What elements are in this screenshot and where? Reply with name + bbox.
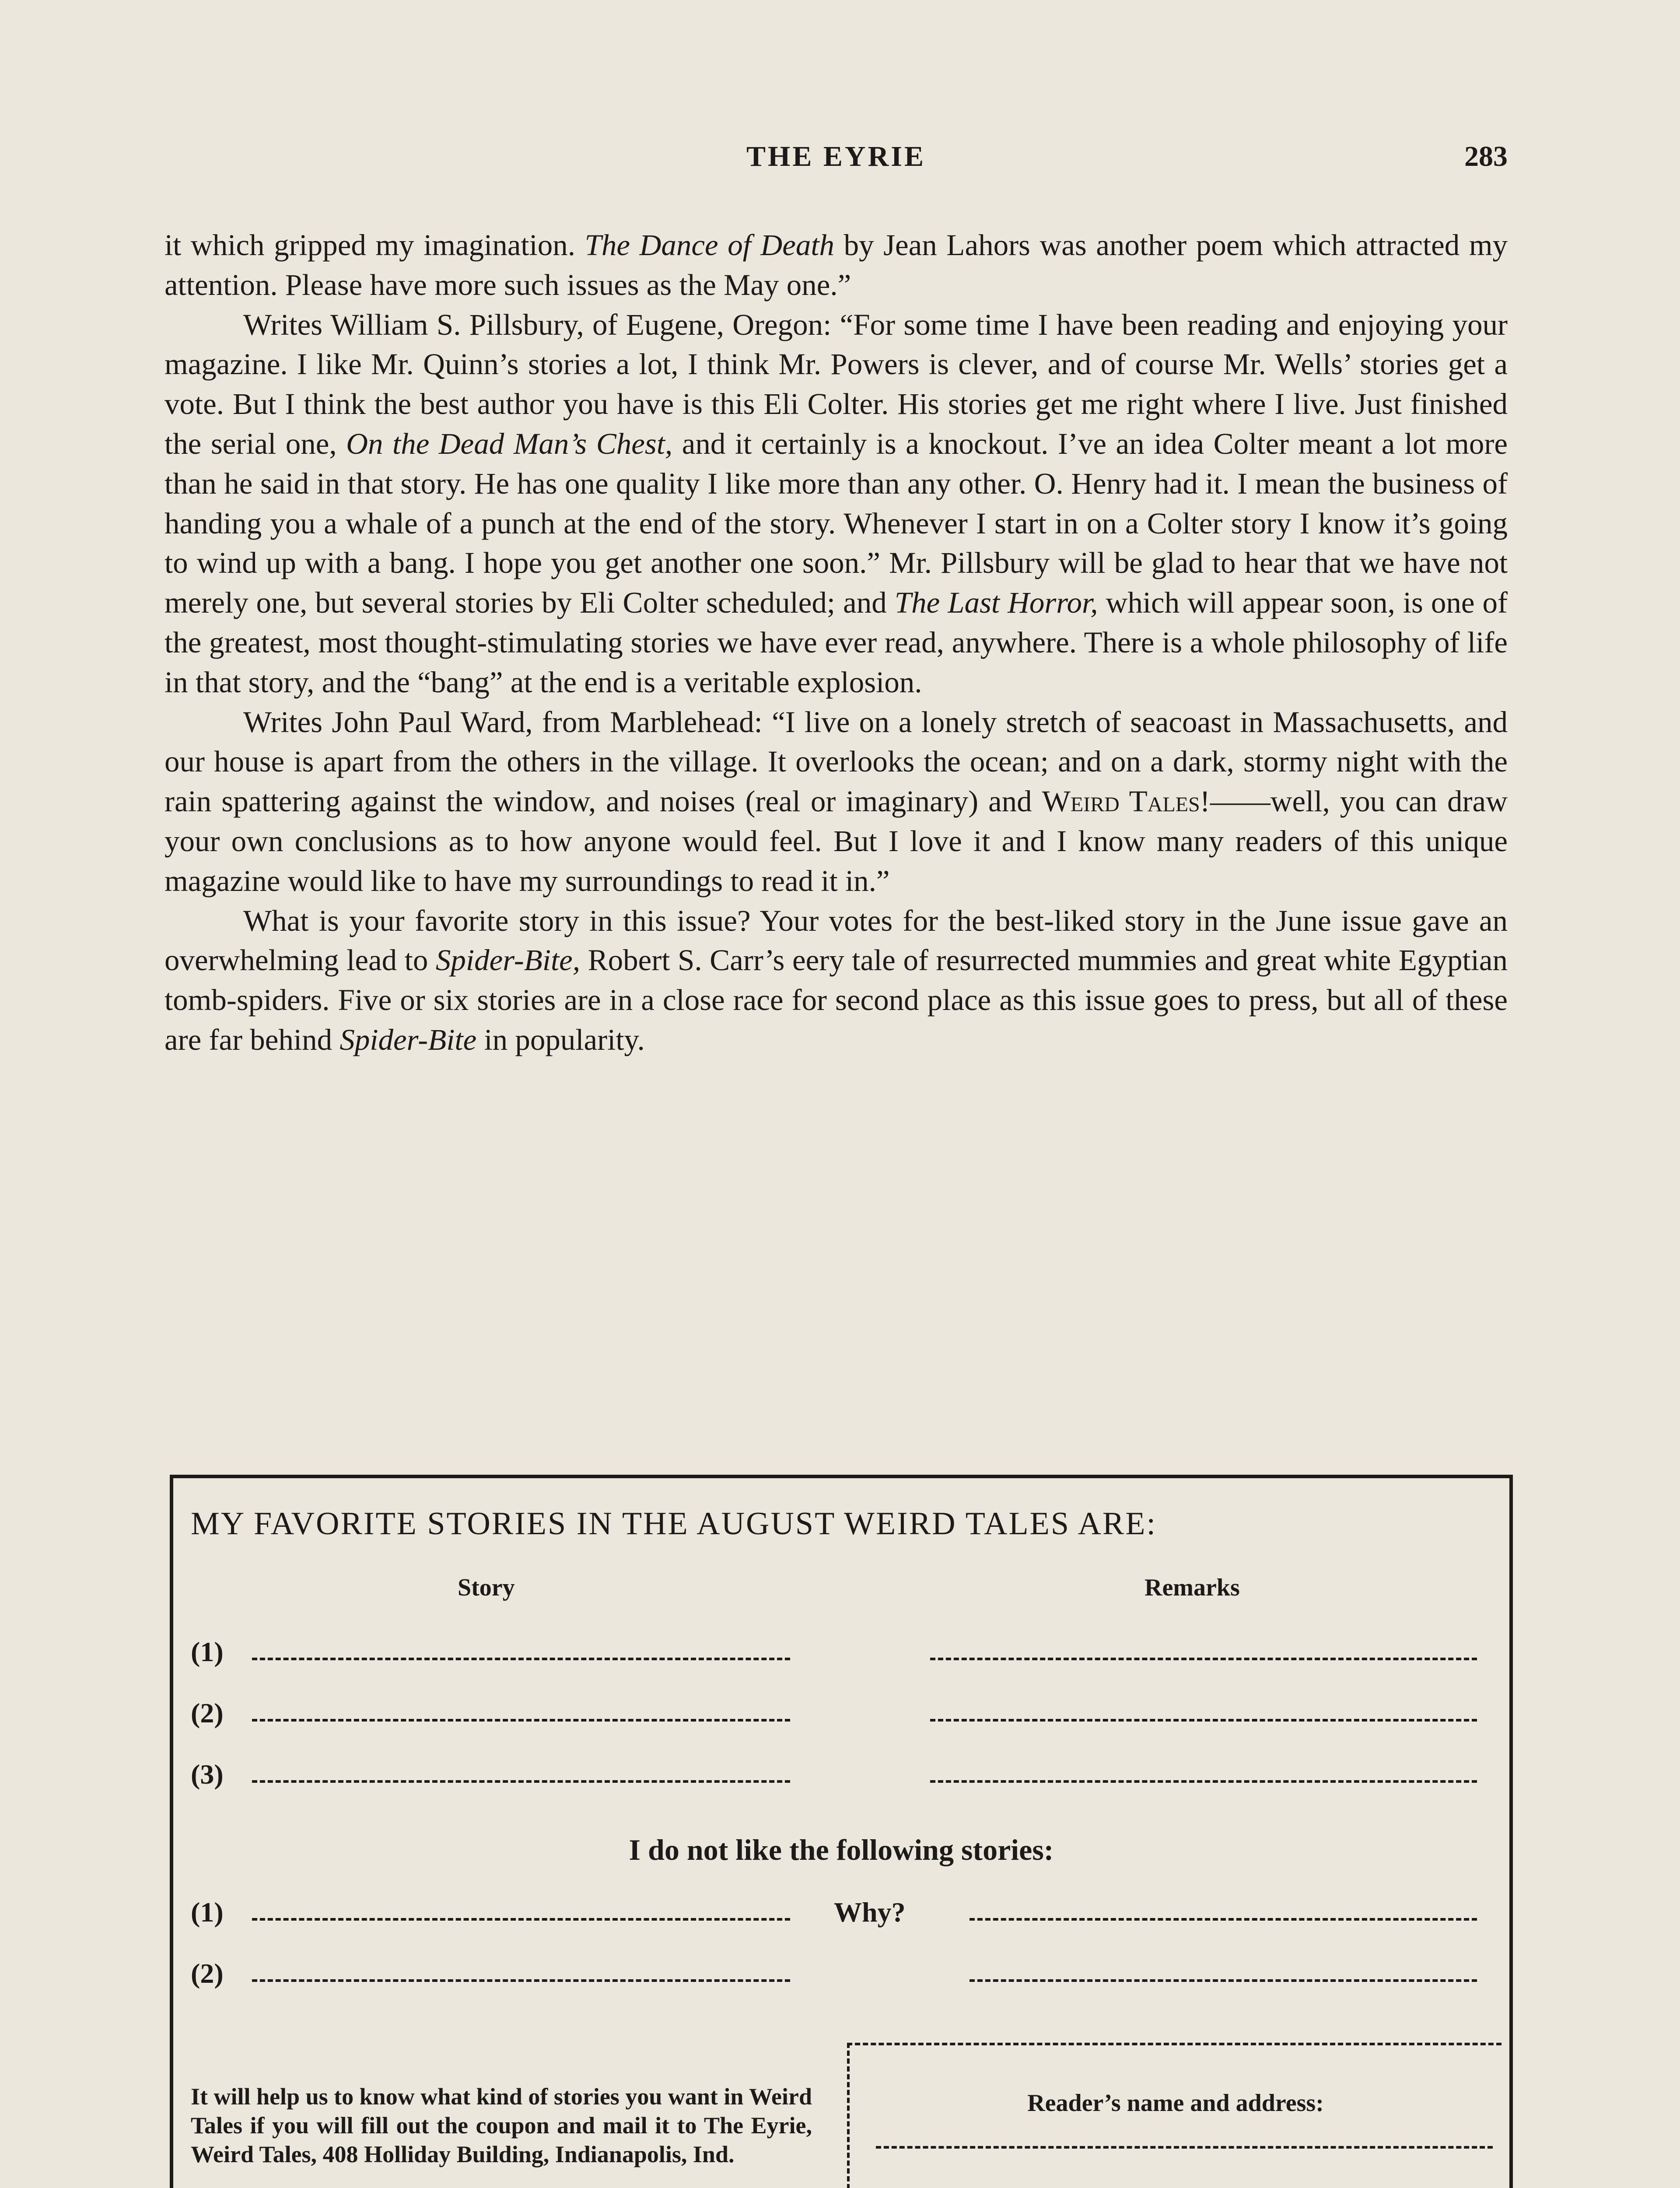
text-run: it which gripped my imagination. — [164, 228, 585, 262]
favorite-row — [191, 1697, 1499, 1732]
mailing-instructions: It will help us to know what kind of stories you want in Weird Tales if you will fill out the coupon and mail it to The Eyrie, Weird Tales, 408 Holliday Building, Indianapolis, Ind. — [191, 2083, 812, 2167]
paragraph-1 — [164, 225, 1508, 305]
article-body — [164, 225, 1508, 1060]
italic-title: On the Dead Man’s Chest, — [346, 427, 673, 460]
text-run: Robert S. Carr’s eery tale of resurrected mummies and great white Egyptian tomb-spiders. Five or six stories are in a close race for second place as this issue goes to press, but all of these are far behind — [164, 943, 1508, 1056]
text-run: Writes John Paul Ward, from Marblehead: “I live on a lonely stretch of seacoast in Massachusetts, and our house is apart from the others in the village. It overlooks the ocean; and on a dark, stormy night with the rain spattering against the window, and noises (real or imaginary) and — [164, 705, 1508, 818]
favorite-remarks-field[interactable] — [930, 1658, 1477, 1660]
story-column-header: Story — [458, 1574, 515, 1601]
text-run: What is your favorite story in this issue? Your votes for the best-liked story in the June issue gave an overwhelming lead to — [164, 904, 1508, 977]
page-header — [164, 140, 1508, 179]
text-run: which will appear soon, is one of the greatest, most thought-stimulating stories we have ever read, anywhere. There is a whole philosophy of life in that story, and the “bang” at the end is a veritable explosion. — [164, 586, 1508, 699]
text-run: Writes William S. Pillsbury, of Eugene, Oregon: “For some time I have been reading and enjoying your magazine. I like Mr. Quinn’s stories a lot, I think Mr. Powers is clever, and of course Mr. Wells’ stories get a vote. But I think the best author you have is this Eli Colter. His stories get me right where I live. Just finished the serial one, — [164, 308, 1508, 460]
dislike-number: (2) — [191, 1958, 224, 1989]
dislike-row — [191, 1896, 1499, 1931]
address-box — [847, 2043, 1502, 2188]
why-field[interactable] — [970, 1918, 1477, 1921]
remarks-column-header: Remarks — [1144, 1574, 1240, 1601]
favorite-story-field[interactable] — [252, 1658, 790, 1660]
favorite-story-field[interactable] — [252, 1719, 790, 1722]
why-field[interactable] — [970, 1979, 1477, 1982]
address-line-field[interactable] — [876, 2146, 1493, 2149]
favorite-remarks-field[interactable] — [930, 1719, 1477, 1722]
why-label: Why? — [834, 1897, 906, 1928]
dislike-number: (1) — [191, 1897, 224, 1928]
paragraph-2 — [164, 305, 1508, 702]
favorite-row — [191, 1636, 1499, 1671]
dislike-row — [191, 1957, 1499, 1992]
favorite-stories-coupon — [170, 1475, 1513, 2188]
running-title: THE EYRIE — [746, 140, 926, 172]
favorite-number: (2) — [191, 1697, 224, 1729]
magazine-name: Weird Tales — [1042, 785, 1200, 818]
favorite-number: (3) — [191, 1759, 224, 1790]
italic-title: Spider-Bite — [340, 1023, 477, 1056]
favorite-number: (1) — [191, 1636, 224, 1667]
dislike-story-field[interactable] — [252, 1979, 790, 1982]
text-run: and it certainly is a knockout. I’ve an idea Colter meant a lot more than he said in that story. He has one quality I like more than any other. O. Henry had it. I mean the business of handing you a whale of a punch at the end of the story. Whenever I start in on a Colter story I know it’s going to wind up with a bang. I hope you get another one soon.” Mr. Pillsbury will be glad to hear that we have not merely one, but several stories by Eli Colter scheduled; and — [164, 427, 1508, 620]
favorite-remarks-field[interactable] — [930, 1780, 1477, 1783]
favorite-row — [191, 1758, 1499, 1793]
text-run: by Jean Lahors was another poem which attracted my attention. Please have more such issues as the May one.” — [164, 228, 1508, 302]
text-run: !——well, you can draw your own conclusions as to how anyone would feel. But I love it and I know many readers of this unique magazine would like to have my surroundings to read it in.” — [164, 785, 1508, 898]
dislike-heading: I do not like the following stories: — [629, 1833, 1054, 1866]
dislike-story-field[interactable] — [252, 1918, 790, 1921]
favorite-story-field[interactable] — [252, 1780, 790, 1783]
italic-title: Spider-Bite, — [435, 943, 581, 977]
coupon-title: MY FAVORITE STORIES IN THE AUGUST WEIRD TALES ARE: — [191, 1506, 1157, 1542]
paragraph-4 — [164, 901, 1508, 1060]
text-run: in popularity. — [476, 1023, 645, 1056]
paragraph-3 — [164, 702, 1508, 901]
page-number: 283 — [1464, 140, 1508, 172]
italic-title: The Last Horror, — [894, 586, 1098, 620]
address-label: Reader’s name and address: — [1027, 2090, 1324, 2117]
italic-title: The Dance of Death — [584, 228, 835, 262]
